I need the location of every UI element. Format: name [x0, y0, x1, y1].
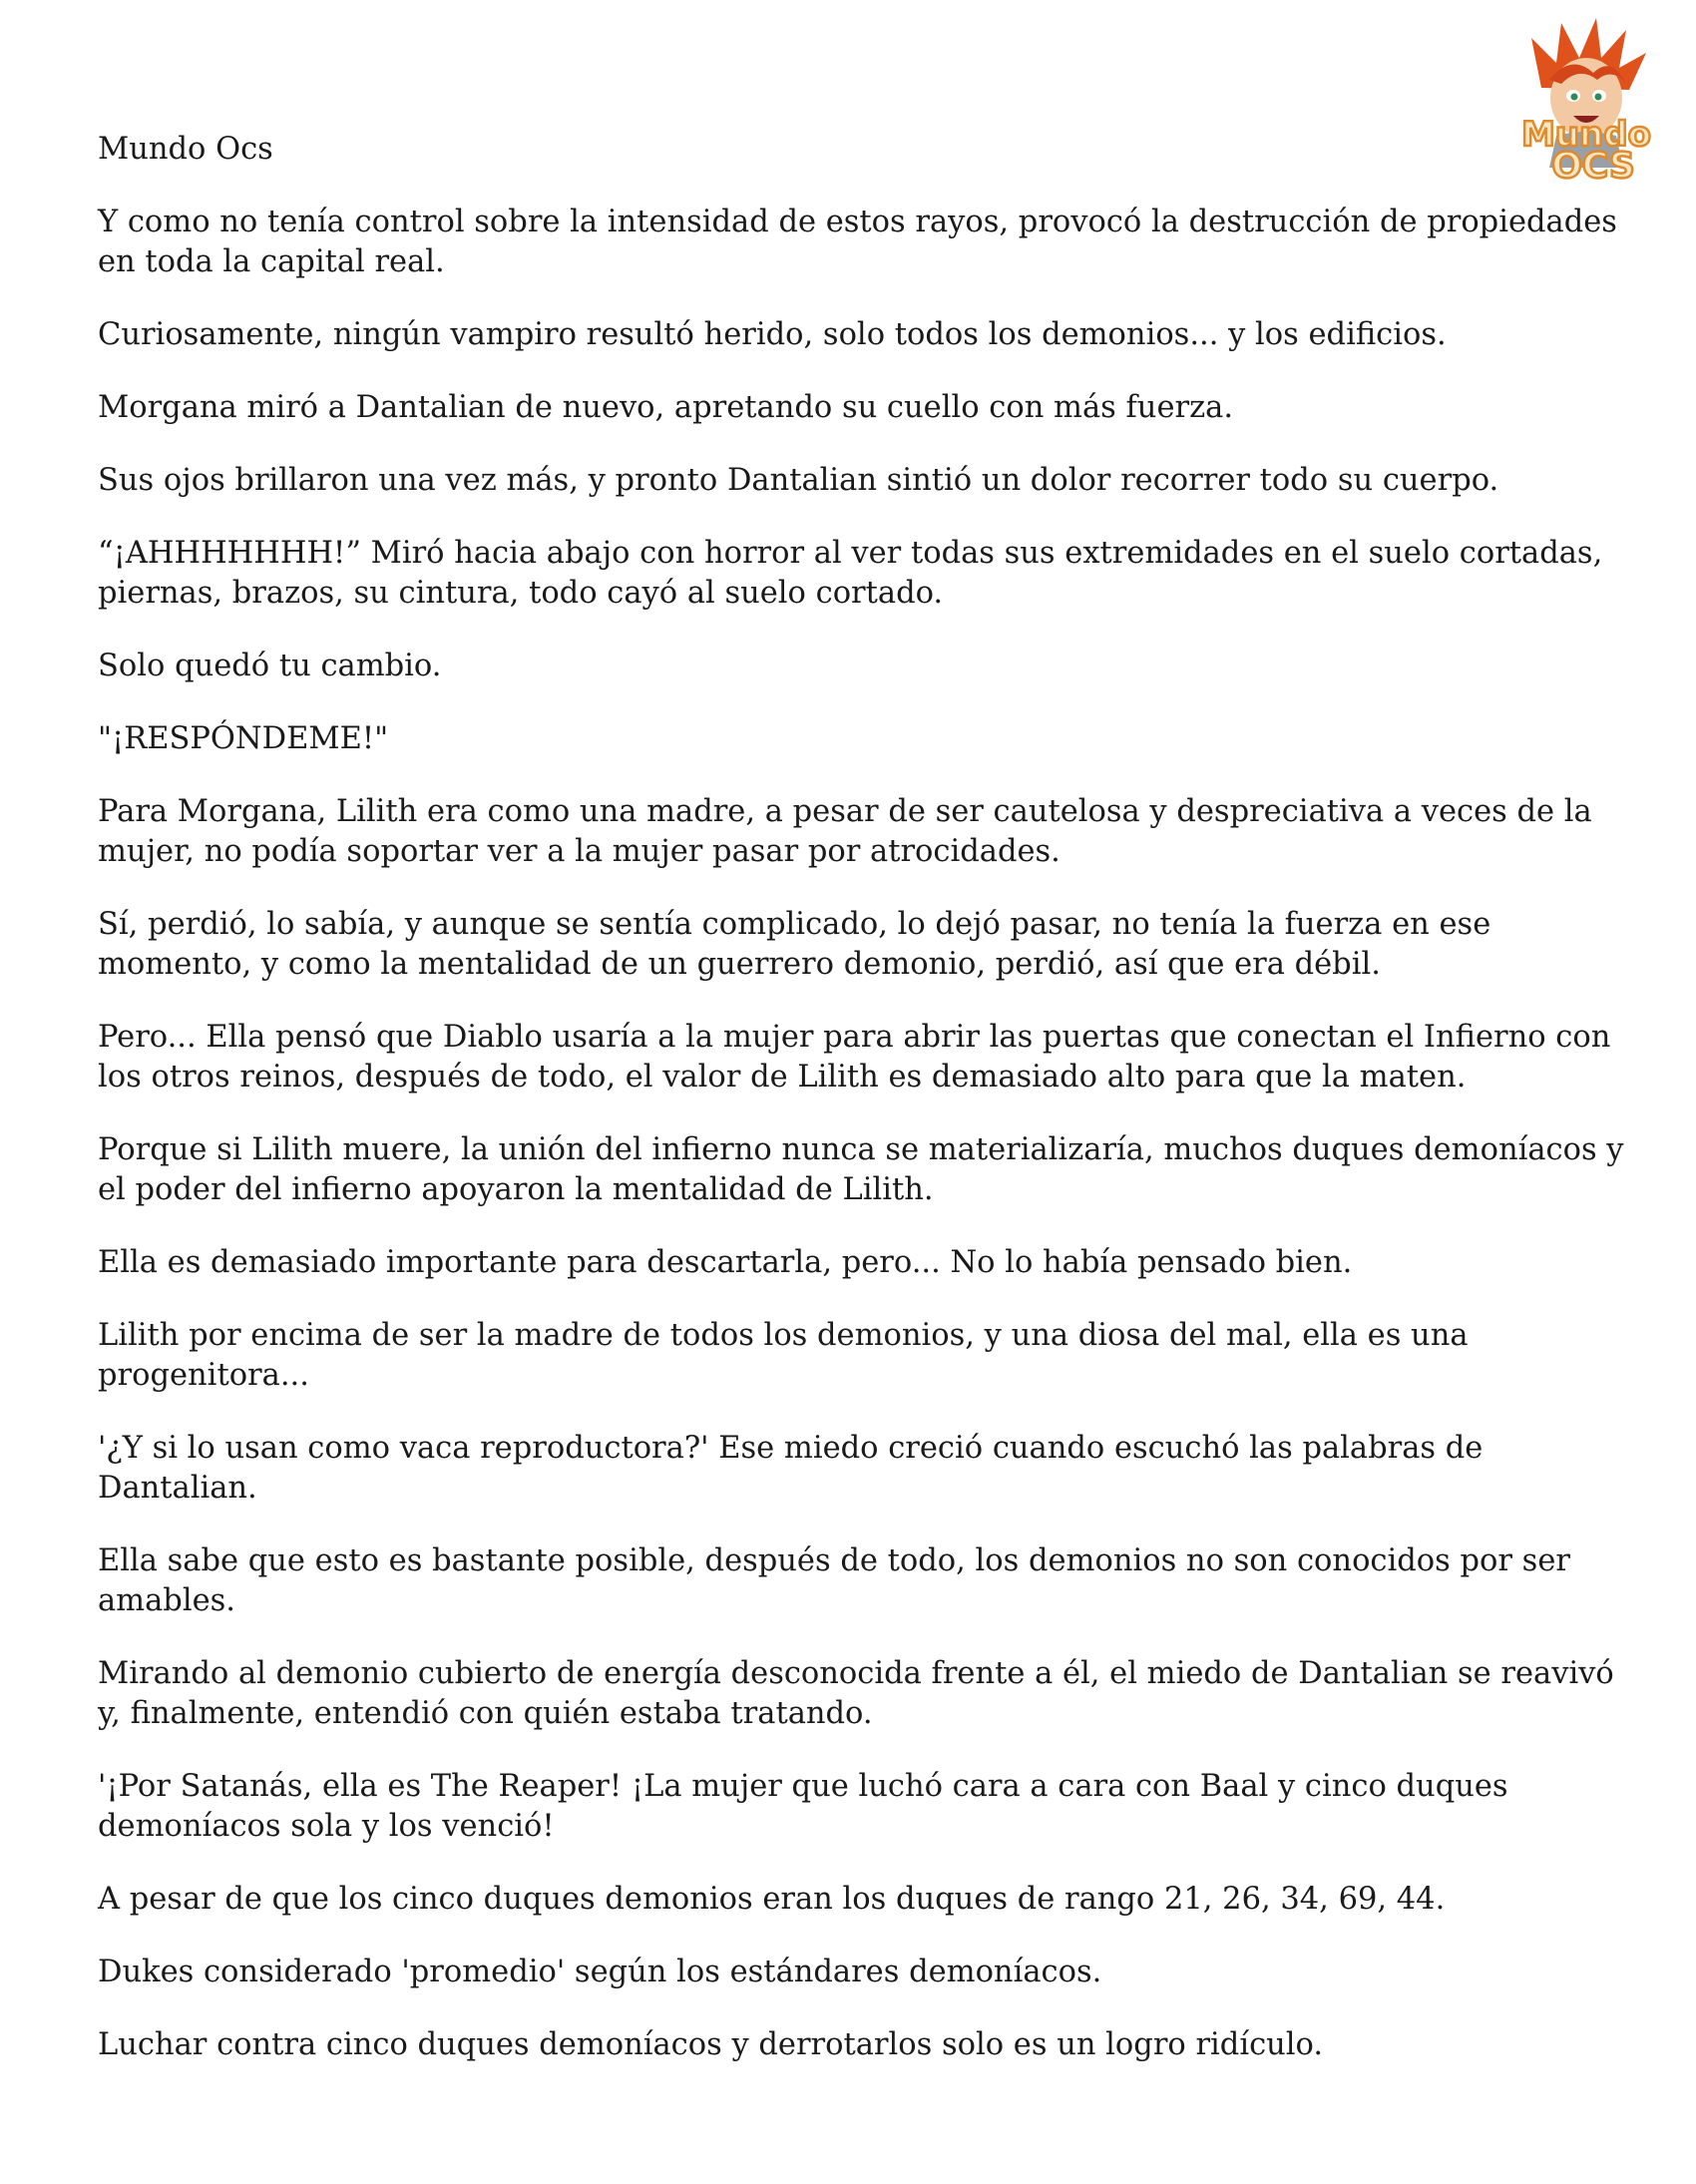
paragraph-11: Porque si Lilith muere, la unión del infierno nunca se materializaría, muchos duques demoníacos y el poder del infierno apoyaron la mentalidad de Lilith. — [98, 1132, 1624, 1207]
paragraph-19: Dukes considerado 'promedio' según los estándares demoníacos. — [98, 1955, 1102, 1989]
paragraph-9: Sí, perdió, lo sabía, y aunque se sentía complicado, lo dejó pasar, no tenía la fuerza en ese momento, y como la mentalidad de un guerrero demonio, perdió, así que era débil. — [98, 907, 1491, 982]
document-title: Mundo Ocs — [98, 132, 273, 167]
paragraph-7: "¡RESPÓNDEME!" — [98, 721, 389, 756]
paragraph-3: Morgana miró a Dantalian de nuevo, apretando su cuello con más fuerza. — [98, 390, 1234, 425]
paragraph-6: Solo quedó tu cambio. — [98, 649, 442, 683]
paragraph-16: Mirando al demonio cubierto de energía desconocida frente a él, el miedo de Dantalian se reavivó y, finalmente, entendió con quién estaba tratando. — [98, 1656, 1614, 1731]
paragraph-17: '¡Por Satanás, ella es The Reaper! ¡La mujer que luchó cara a cara con Baal y cinco duques demoníacos sola y los venció! — [98, 1769, 1508, 1844]
paragraph-8: Para Morgana, Lilith era como una madre, a pesar de ser cautelosa y despreciativa a veces de la mujer, no podía soportar ver a la mujer pasar por atrocidades. — [98, 794, 1592, 869]
paragraph-20: Luchar contra cinco duques demoníacos y derrotarlos solo es un logro ridículo. — [98, 2027, 1324, 2062]
paragraph-13: Lilith por encima de ser la madre de todos los demonios, y una diosa del mal, ella es una progenitora... — [98, 1318, 1469, 1393]
paragraph-4: Sus ojos brillaron una vez más, y pronto Dantalian sintió un dolor recorrer todo su cuerpo. — [98, 463, 1499, 498]
paragraph-14: '¿Y si lo usan como vaca reproductora?' Ese miedo creció cuando escuchó las palabras de Dantalian. — [98, 1431, 1484, 1506]
logo-text-line1: Mundo — [1521, 115, 1651, 155]
paragraph-5: “¡AHHHHHHH!” Miró hacia abajo con horror al ver todas sus extremidades en el suelo cortadas, piernas, brazos, su cintura, todo cayó al suelo cortado. — [98, 536, 1603, 611]
paragraph-10: Pero... Ella pensó que Diablo usaría a la mujer para abrir las puertas que conectan el Infierno con los otros reinos, después de todo, el valor de Lilith es demasiado alto para que la maten. — [98, 1020, 1611, 1094]
logo-text-line2: OCS — [1551, 146, 1635, 187]
paragraph-2: Curiosamente, ningún vampiro resultó herido, solo todos los demonios... y los edificios. — [98, 317, 1447, 352]
document-body — [98, 130, 1624, 2098]
paragraph-15: Ella sabe que esto es bastante posible, después de todo, los demonios no son conocidos por ser amables. — [98, 1543, 1570, 1618]
paragraph-1: Y como no tenía control sobre la intensidad de estos rayos, provocó la destrucción de propiedades en toda la capital real. — [98, 205, 1617, 279]
paragraph-12: Ella es demasiado importante para descartarla, pero... No lo había pensado bien. — [98, 1245, 1353, 1280]
paragraph-18: A pesar de que los cinco duques demonios eran los duques de rango 21, 26, 34, 69, 44. — [98, 1882, 1446, 1917]
